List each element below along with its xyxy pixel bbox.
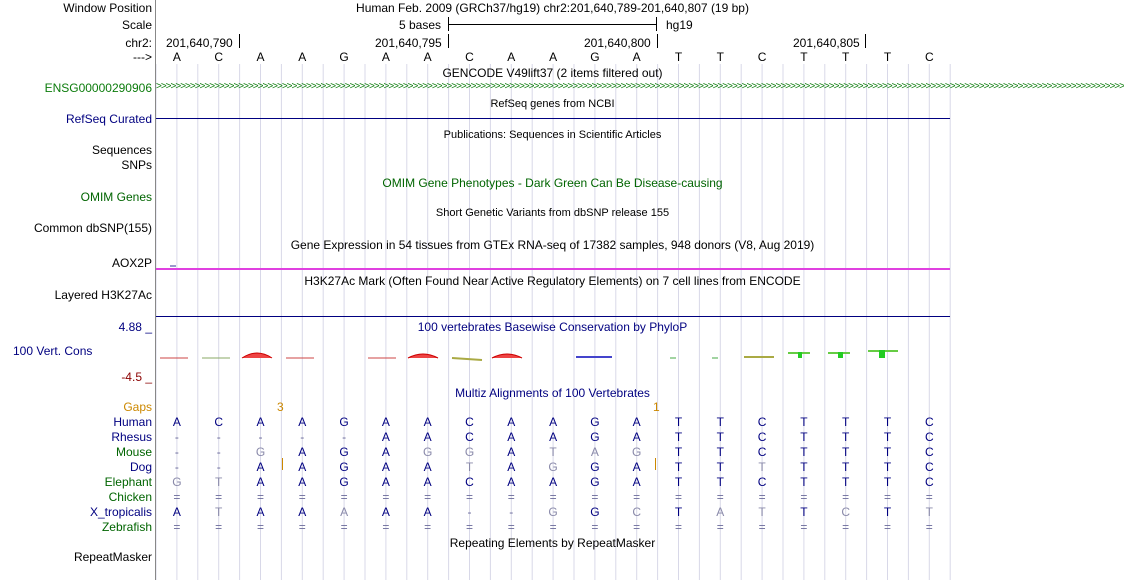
aligned-base: G [339, 475, 349, 489]
aligned-base: A [716, 505, 725, 519]
aligned-base: T [800, 445, 808, 459]
aligned-base: T [716, 475, 724, 489]
conservation-title[interactable]: 100 vertebrates Basewise Conservation by PhyloP [417, 320, 688, 334]
aligned-base: T [674, 430, 683, 444]
strand-label: ---> [133, 50, 152, 64]
coord-3: 201,640,800 [584, 36, 651, 50]
chrom-label: chr2: [125, 36, 152, 50]
gtex-mark [170, 265, 176, 267]
aligned-base: T [925, 505, 933, 519]
aligned-base: A [549, 430, 558, 444]
aligned-base: T [842, 460, 850, 474]
aligned-base: T [883, 505, 892, 519]
base-letter: A [172, 50, 181, 64]
aligned-base: = [842, 520, 850, 534]
aligned-base: G [339, 460, 349, 474]
aligned-base: = [883, 520, 891, 534]
aligned-base: = [215, 490, 223, 504]
aligned-base: A [298, 445, 307, 459]
base-letter: C [214, 50, 224, 64]
aligned-base: = [925, 490, 933, 504]
aligned-base: A [507, 460, 516, 474]
snps-label[interactable]: SNPs [121, 158, 152, 172]
aligned-base: C [465, 415, 474, 429]
aligned-base: C [465, 475, 474, 489]
dbsnp-label[interactable]: Common dbSNP(155) [33, 221, 152, 235]
aligned-base: A [423, 460, 432, 474]
aligned-base: A [381, 415, 390, 429]
aligned-base: - [174, 430, 179, 444]
aligned-base: T [549, 445, 557, 459]
coord-1: 201,640,790 [166, 36, 233, 50]
base-letter: A [381, 50, 390, 64]
gencode-gene-feature[interactable]: >>>>>>>>>>>>>>>>>>>>>>>>>>>>>>>>>>>>>>>>>>>>>>>>>>>>>>>>>>>>>>>>>>>>>>>>>>>>>>>>>>>>>>>>>>>>>>>>>>>>>>>>>>>>>>>>>>>>>>>>>>>>>>>>>>>>>>>>>>>>>>>>>>>>>>>>>>>>>>>>>>>>>>>>>>>>>>>>>>>>>>>>>>>>>>>>>>>>>>>> [156, 81, 1124, 92]
aligned-base: A [507, 415, 516, 429]
insertion-mark [282, 458, 283, 470]
base-letter: A [423, 50, 432, 64]
aligned-base: = [800, 520, 808, 534]
aligned-base: G [255, 445, 266, 459]
dbsnp-title[interactable]: Short Genetic Variants from dbSNP release 155 [435, 207, 670, 219]
aligned-base: G [590, 475, 600, 489]
aligned-base: A [298, 460, 307, 474]
base-letter: C [924, 50, 934, 64]
aligned-base: A [507, 475, 516, 489]
aligned-base: = [173, 490, 181, 504]
base-letter: G [590, 50, 600, 64]
aligned-base: - [216, 460, 221, 474]
aligned-base: = [549, 490, 557, 504]
aligned-base: = [465, 490, 473, 504]
aligned-base: A [632, 415, 641, 429]
aligned-base: A [632, 430, 641, 444]
aligned-base: T [716, 415, 724, 429]
aligned-base: C [214, 415, 224, 429]
aligned-base: A [381, 475, 390, 489]
aligned-base: = [215, 520, 223, 534]
gap-mark-1: 1 [653, 400, 660, 414]
coord-tick-1 [239, 34, 240, 48]
base-letter: A [632, 50, 641, 64]
aligned-base: T [674, 475, 683, 489]
aligned-base: T [716, 445, 724, 459]
refseq-label[interactable]: RefSeq Curated [65, 112, 152, 126]
aligned-base: - [300, 430, 305, 444]
gtex-title[interactable]: Gene Expression in 54 tissues from GTEx RNA-seq of 17382 samples, 948 donors (V8, Aug 2019) [290, 238, 815, 252]
aligned-base: A [172, 415, 181, 429]
aligned-base: T [465, 460, 474, 474]
base-letter: T [842, 50, 850, 64]
gencode-title[interactable]: GENCODE V49lift37 (2 items filtered out) [442, 66, 663, 80]
aligned-base: = [800, 490, 808, 504]
h3k27ac-label[interactable]: Layered H3K27Ac [54, 288, 152, 302]
aligned-base: C [757, 445, 767, 459]
aligned-base: A [256, 460, 265, 474]
base-letter: A [549, 50, 558, 64]
species-label[interactable]: Human [113, 415, 152, 429]
aligned-base: G [339, 445, 349, 459]
aligned-base: T [674, 415, 683, 429]
repeatmasker-title[interactable]: Repeating Elements by RepeatMasker [449, 536, 656, 550]
aligned-base: A [256, 505, 265, 519]
aligned-base: = [674, 520, 682, 534]
aligned-base: T [883, 460, 892, 474]
aligned-base: C [924, 415, 934, 429]
aligned-base: = [549, 520, 557, 534]
aligned-base: G [172, 475, 182, 489]
aligned-base: C [757, 430, 767, 444]
base-letter: C [465, 50, 474, 64]
aligned-base: G [632, 445, 642, 459]
omim-title[interactable]: OMIM Gene Phenotypes - Dark Green Can Be Disease-causing [382, 176, 723, 190]
aligned-base: = [591, 490, 599, 504]
aligned-base: = [340, 490, 348, 504]
conservation-max: 4.88 _ [118, 320, 152, 334]
aligned-base: A [549, 475, 558, 489]
aligned-base: C [924, 445, 934, 459]
aligned-base: = [465, 520, 473, 534]
refseq-gene-line[interactable] [156, 118, 950, 119]
species-label[interactable]: Chicken [108, 490, 152, 504]
aligned-base: A [590, 445, 599, 459]
aligned-base: = [256, 490, 264, 504]
aligned-base: A [298, 505, 307, 519]
aligned-base: C [924, 475, 934, 489]
coord-4: 201,640,805 [793, 36, 860, 50]
aligned-base: T [674, 445, 683, 459]
base-letter: T [716, 50, 724, 64]
scale-label: Scale [121, 18, 152, 32]
aligned-base: = [382, 490, 390, 504]
aligned-base: A [423, 505, 432, 519]
aligned-base: = [382, 520, 390, 534]
aligned-base: A [298, 415, 307, 429]
aligned-base: = [758, 520, 766, 534]
aligned-base: G [590, 460, 600, 474]
base-letter: T [800, 50, 808, 64]
insertion-mark [655, 458, 656, 470]
gtex-label[interactable]: AOX2P [111, 256, 152, 270]
base-letter: A [298, 50, 307, 64]
aligned-base: T [883, 430, 892, 444]
aligned-base: T [842, 475, 850, 489]
species-label[interactable]: Rhesus [111, 430, 152, 444]
aligned-base: T [758, 505, 766, 519]
aligned-base: A [549, 415, 558, 429]
aligned-base: = [173, 520, 181, 534]
gencode-label[interactable]: ENSG00000290906 [44, 81, 152, 95]
gap-mark-3: 3 [277, 400, 284, 414]
aligned-base: G [464, 445, 475, 459]
aligned-base: T [758, 460, 766, 474]
aligned-base: T [215, 505, 223, 519]
aligned-base: T [800, 460, 808, 474]
aligned-base: A [256, 475, 265, 489]
aligned-base: A [298, 475, 307, 489]
aligned-base: - [174, 460, 179, 474]
aligned-base: T [883, 415, 892, 429]
aligned-base: G [590, 430, 600, 444]
aligned-base: T [842, 430, 850, 444]
aligned-base: = [842, 490, 850, 504]
aligned-base: - [216, 445, 221, 459]
aligned-base: T [674, 505, 683, 519]
aligned-base: T [800, 430, 808, 444]
aligned-base: T [800, 415, 808, 429]
refseq-title[interactable]: RefSeq genes from NCBI [490, 98, 615, 110]
conservation-label[interactable]: 100 Vert. Cons [13, 344, 93, 358]
coord-tick-4 [865, 34, 866, 48]
aligned-base: A [423, 430, 432, 444]
repeatmasker-label[interactable]: RepeatMasker [73, 550, 152, 564]
species-label[interactable]: Dog [129, 460, 152, 474]
species-label[interactable]: Zebrafish [101, 520, 152, 534]
aligned-base: A [423, 415, 432, 429]
aligned-base: A [632, 475, 641, 489]
aligned-base: - [509, 505, 514, 519]
aligned-base: T [800, 475, 808, 489]
publications-title[interactable]: Publications: Sequences in Scientific Articles [443, 129, 662, 141]
aligned-base: T [674, 460, 683, 474]
window-position-label: Window Position [63, 1, 152, 15]
aligned-base: C [757, 475, 767, 489]
aligned-base: = [591, 520, 599, 534]
aligned-base: = [507, 520, 515, 534]
aligned-base: T [883, 475, 892, 489]
aligned-base: A [256, 415, 265, 429]
gaps-label: Gaps [123, 400, 152, 414]
aligned-base: - [258, 430, 263, 444]
base-letter: A [256, 50, 265, 64]
h3k27ac-title[interactable]: H3K27Ac Mark (Often Found Near Active Regulatory Elements) on 7 cell lines from ENCODE [304, 274, 801, 288]
aligned-base: C [632, 505, 642, 519]
scale-bar [448, 17, 657, 31]
aligned-base: = [716, 520, 724, 534]
aligned-base: T [716, 430, 724, 444]
window-position-value: Human Feb. 2009 (GRCh37/hg19) chr2:201,640,789-201,640,807 (19 bp) [356, 1, 749, 15]
coord-tick-3 [657, 34, 658, 48]
base-letter: T [674, 50, 683, 64]
species-label[interactable]: X_tropicalis [89, 505, 152, 519]
aligned-base: A [381, 460, 390, 474]
aligned-base: A [172, 505, 181, 519]
species-label[interactable]: Elephant [104, 475, 152, 489]
aligned-base: = [507, 490, 515, 504]
aligned-base: T [716, 460, 724, 474]
aligned-base: A [507, 430, 516, 444]
aligned-base: = [716, 490, 724, 504]
aligned-base: A [507, 445, 516, 459]
aligned-base: = [758, 490, 766, 504]
aligned-base: C [757, 415, 767, 429]
aligned-base: = [298, 490, 306, 504]
aligned-base: = [298, 520, 306, 534]
aligned-base: A [423, 475, 432, 489]
aligned-base: G [590, 505, 600, 519]
aligned-base: = [256, 520, 264, 534]
aligned-base: - [467, 505, 472, 519]
aligned-base: T [215, 475, 223, 489]
aligned-base: G [339, 415, 349, 429]
aligned-base: = [925, 520, 933, 534]
aligned-base: - [216, 430, 221, 444]
aligned-base: C [924, 460, 934, 474]
coord-2: 201,640,795 [375, 36, 442, 50]
h3k27ac-baseline [156, 316, 950, 317]
aligned-base: A [381, 445, 390, 459]
aligned-base: A [381, 505, 390, 519]
aligned-base: = [424, 490, 432, 504]
gtex-expression-bar[interactable] [156, 268, 950, 270]
aligned-base: = [674, 490, 682, 504]
scale-assembly: hg19 [666, 18, 693, 32]
aligned-base: T [842, 445, 850, 459]
aligned-base: T [842, 415, 850, 429]
aligned-base: C [924, 430, 934, 444]
aligned-base: A [381, 430, 390, 444]
multiz-title[interactable]: Multiz Alignments of 100 Vertebrates [455, 386, 650, 400]
aligned-base: = [633, 520, 641, 534]
aligned-base: G [590, 415, 600, 429]
aligned-base: = [883, 490, 891, 504]
base-letter: T [883, 50, 892, 64]
aligned-base: C [841, 505, 851, 519]
base-letter: A [507, 50, 516, 64]
species-label[interactable]: Mouse [115, 445, 152, 459]
aligned-base: G [423, 445, 433, 459]
aligned-base: T [800, 505, 808, 519]
aligned-base: A [340, 505, 349, 519]
aligned-base: - [342, 430, 347, 444]
aligned-base: G [548, 505, 558, 519]
coord-tick-2 [448, 34, 449, 48]
sequences-label[interactable]: Sequences [91, 143, 152, 157]
aligned-base: = [424, 520, 432, 534]
aligned-base: G [548, 460, 558, 474]
aligned-base: - [174, 445, 179, 459]
conservation-plot[interactable] [156, 340, 950, 370]
base-letter: G [339, 50, 349, 64]
aligned-base: C [465, 430, 474, 444]
omim-label[interactable]: OMIM Genes [80, 190, 152, 204]
aligned-base: = [340, 520, 348, 534]
aligned-base: T [883, 445, 892, 459]
scale-text: 5 bases [399, 18, 442, 32]
aligned-base: = [633, 490, 641, 504]
conservation-min: -4.5 _ [121, 370, 152, 384]
base-letter: C [757, 50, 767, 64]
aligned-base: A [632, 460, 641, 474]
